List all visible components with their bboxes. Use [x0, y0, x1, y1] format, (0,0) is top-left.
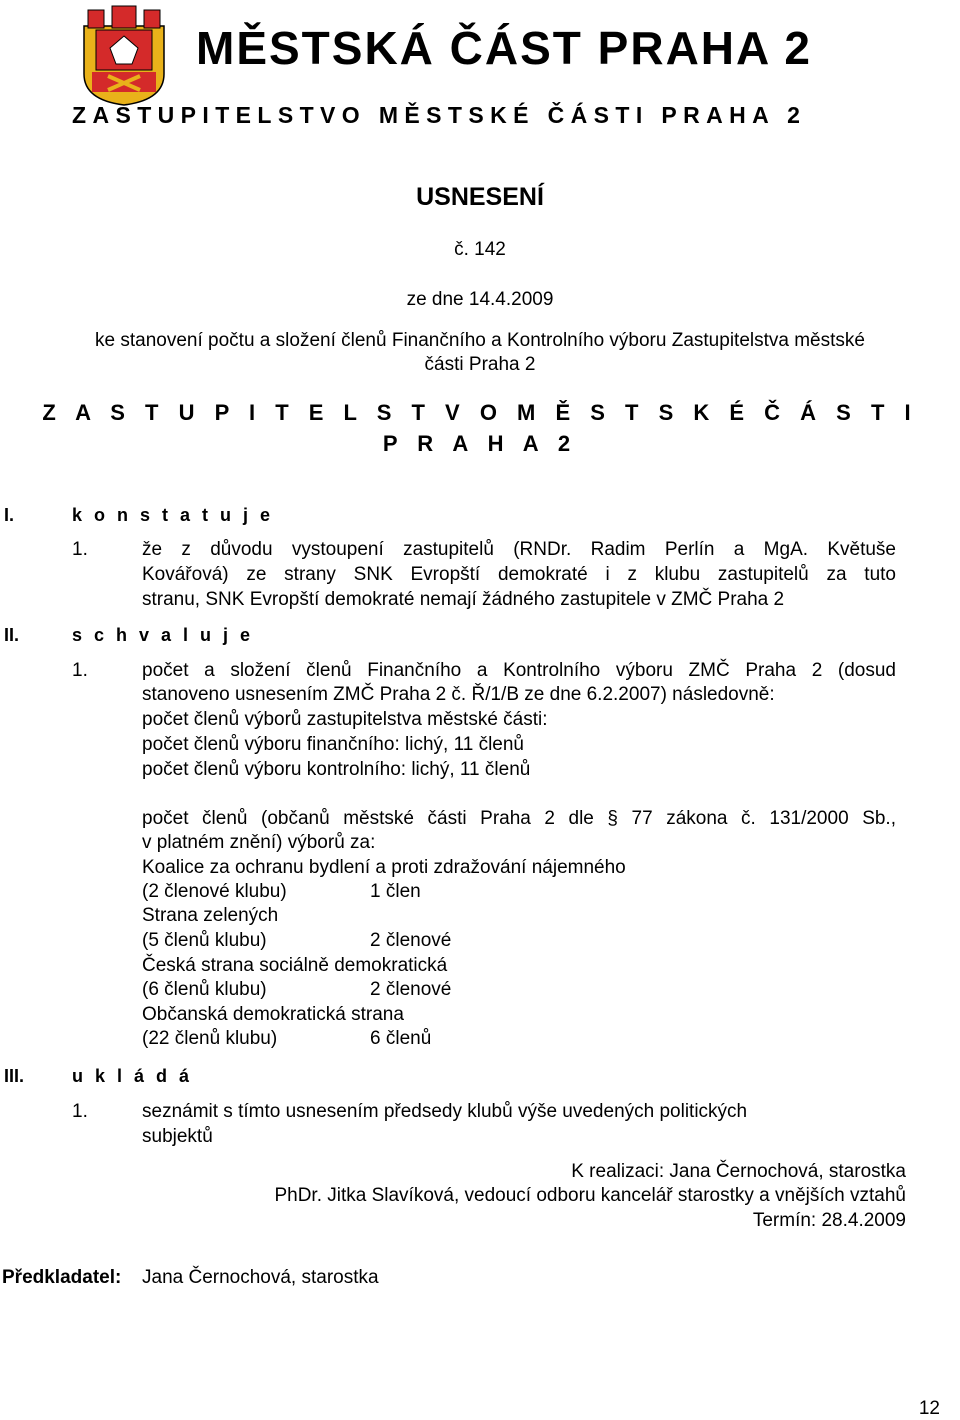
- assembly-heading-cont: P R A H A 2: [382, 431, 578, 456]
- party-name: Občanská demokratická strana: [142, 1004, 404, 1025]
- resolution-date: ze dne 14.4.2009: [406, 289, 554, 310]
- item-number: 1.: [72, 1101, 88, 1122]
- page-number: 12: [918, 1398, 940, 1419]
- club-size: (22 členů klubu): [142, 1028, 278, 1049]
- item-text: počet členů výboru kontrolního: lichý, 11 členů: [142, 759, 531, 780]
- resolution-subject: ke stanovení počtu a složení členů Finančního a Kontrolního výboru Zastupitelstva městské: [95, 330, 865, 351]
- document-type: USNESENÍ: [416, 183, 544, 211]
- section-verb: s c h v a l u j e: [72, 625, 254, 645]
- club-size: (5 členů klubu): [142, 930, 267, 951]
- item-text: že z důvodu vystoupení zastupitelů (RNDr. Radim Perlín a MgA. Květuše: [142, 539, 896, 560]
- club-size: (2 členové klubu): [142, 881, 287, 902]
- prague-2-coat-of-arms: [82, 4, 166, 106]
- member-count: 2 členové: [370, 979, 452, 1000]
- item-text: stranu, SNK Evropští demokraté nemají žádného zastupitele v ZMČ Praha 2: [142, 589, 785, 610]
- item-text: stanoveno usnesením ZMČ Praha 2 č. Ř/1/B ze dne 6.2.2007) následovně:: [142, 684, 775, 705]
- item-text: seznámit s tímto usnesením předsedy klubů výše uvedených politických: [142, 1101, 748, 1122]
- item-text: v platném znění) výborů za:: [142, 832, 376, 853]
- section-number: III.: [4, 1066, 25, 1086]
- party-name: Koalice za ochranu bydlení a proti zdražování nájemného: [142, 857, 626, 878]
- item-number: 1.: [72, 660, 88, 681]
- municipality-title: MĚSTSKÁ ČÁST PRAHA 2: [196, 22, 812, 74]
- section-verb: k o n s t a t u j e: [72, 505, 274, 525]
- item-text: Kovářová) ze strany SNK Evropští demokraté i z klubu zastupitelů za tuto: [142, 564, 896, 585]
- member-count: 2 členové: [370, 930, 452, 951]
- item-text: počet a složení členů Finančního a Kontrolního výboru ZMČ Praha 2 (dosud: [142, 660, 896, 681]
- submitter-name: Jana Černochová, starostka: [142, 1267, 379, 1288]
- realization-deadline: Termín: 28.4.2009: [752, 1210, 906, 1231]
- section-number: II.: [4, 625, 20, 645]
- section-number: I.: [4, 505, 15, 525]
- party-name: Česká strana sociálně demokratická: [142, 955, 448, 976]
- realization-responsible: K realizaci: Jana Černochová, starostka: [571, 1161, 906, 1182]
- realization-coresponsible: PhDr. Jitka Slavíková, vedoucí odboru kancelář starostky a vnějších vztahů: [274, 1185, 906, 1206]
- item-text: počet členů výboru finančního: lichý, 11 členů: [142, 734, 524, 755]
- resolution-number: č. 142: [454, 239, 506, 260]
- member-count: 1 člen: [370, 881, 421, 902]
- item-number: 1.: [72, 539, 88, 560]
- assembly-heading: Z A S T U P I T E L S T V O M Ě S T S K É Č Á S T I: [42, 400, 918, 425]
- assembly-subtitle: ZASTUPITELSTVO MĚSTSKÉ ČÁSTI PRAHA 2: [72, 102, 807, 128]
- item-text: počet členů (občanů městské části Praha 2 dle § 77 zákona č. 131/2000 Sb.,: [142, 808, 896, 829]
- member-count: 6 členů: [370, 1028, 432, 1049]
- party-name: Strana zelených: [142, 905, 279, 926]
- club-size: (6 členů klubu): [142, 979, 267, 1000]
- item-text: subjektů: [142, 1126, 213, 1147]
- resolution-subject-cont: části Praha 2: [424, 354, 536, 375]
- section-verb: u k l á d á: [72, 1066, 193, 1086]
- item-text: počet členů výborů zastupitelstva městské části:: [142, 709, 548, 730]
- submitter-label: Předkladatel:: [2, 1267, 122, 1288]
